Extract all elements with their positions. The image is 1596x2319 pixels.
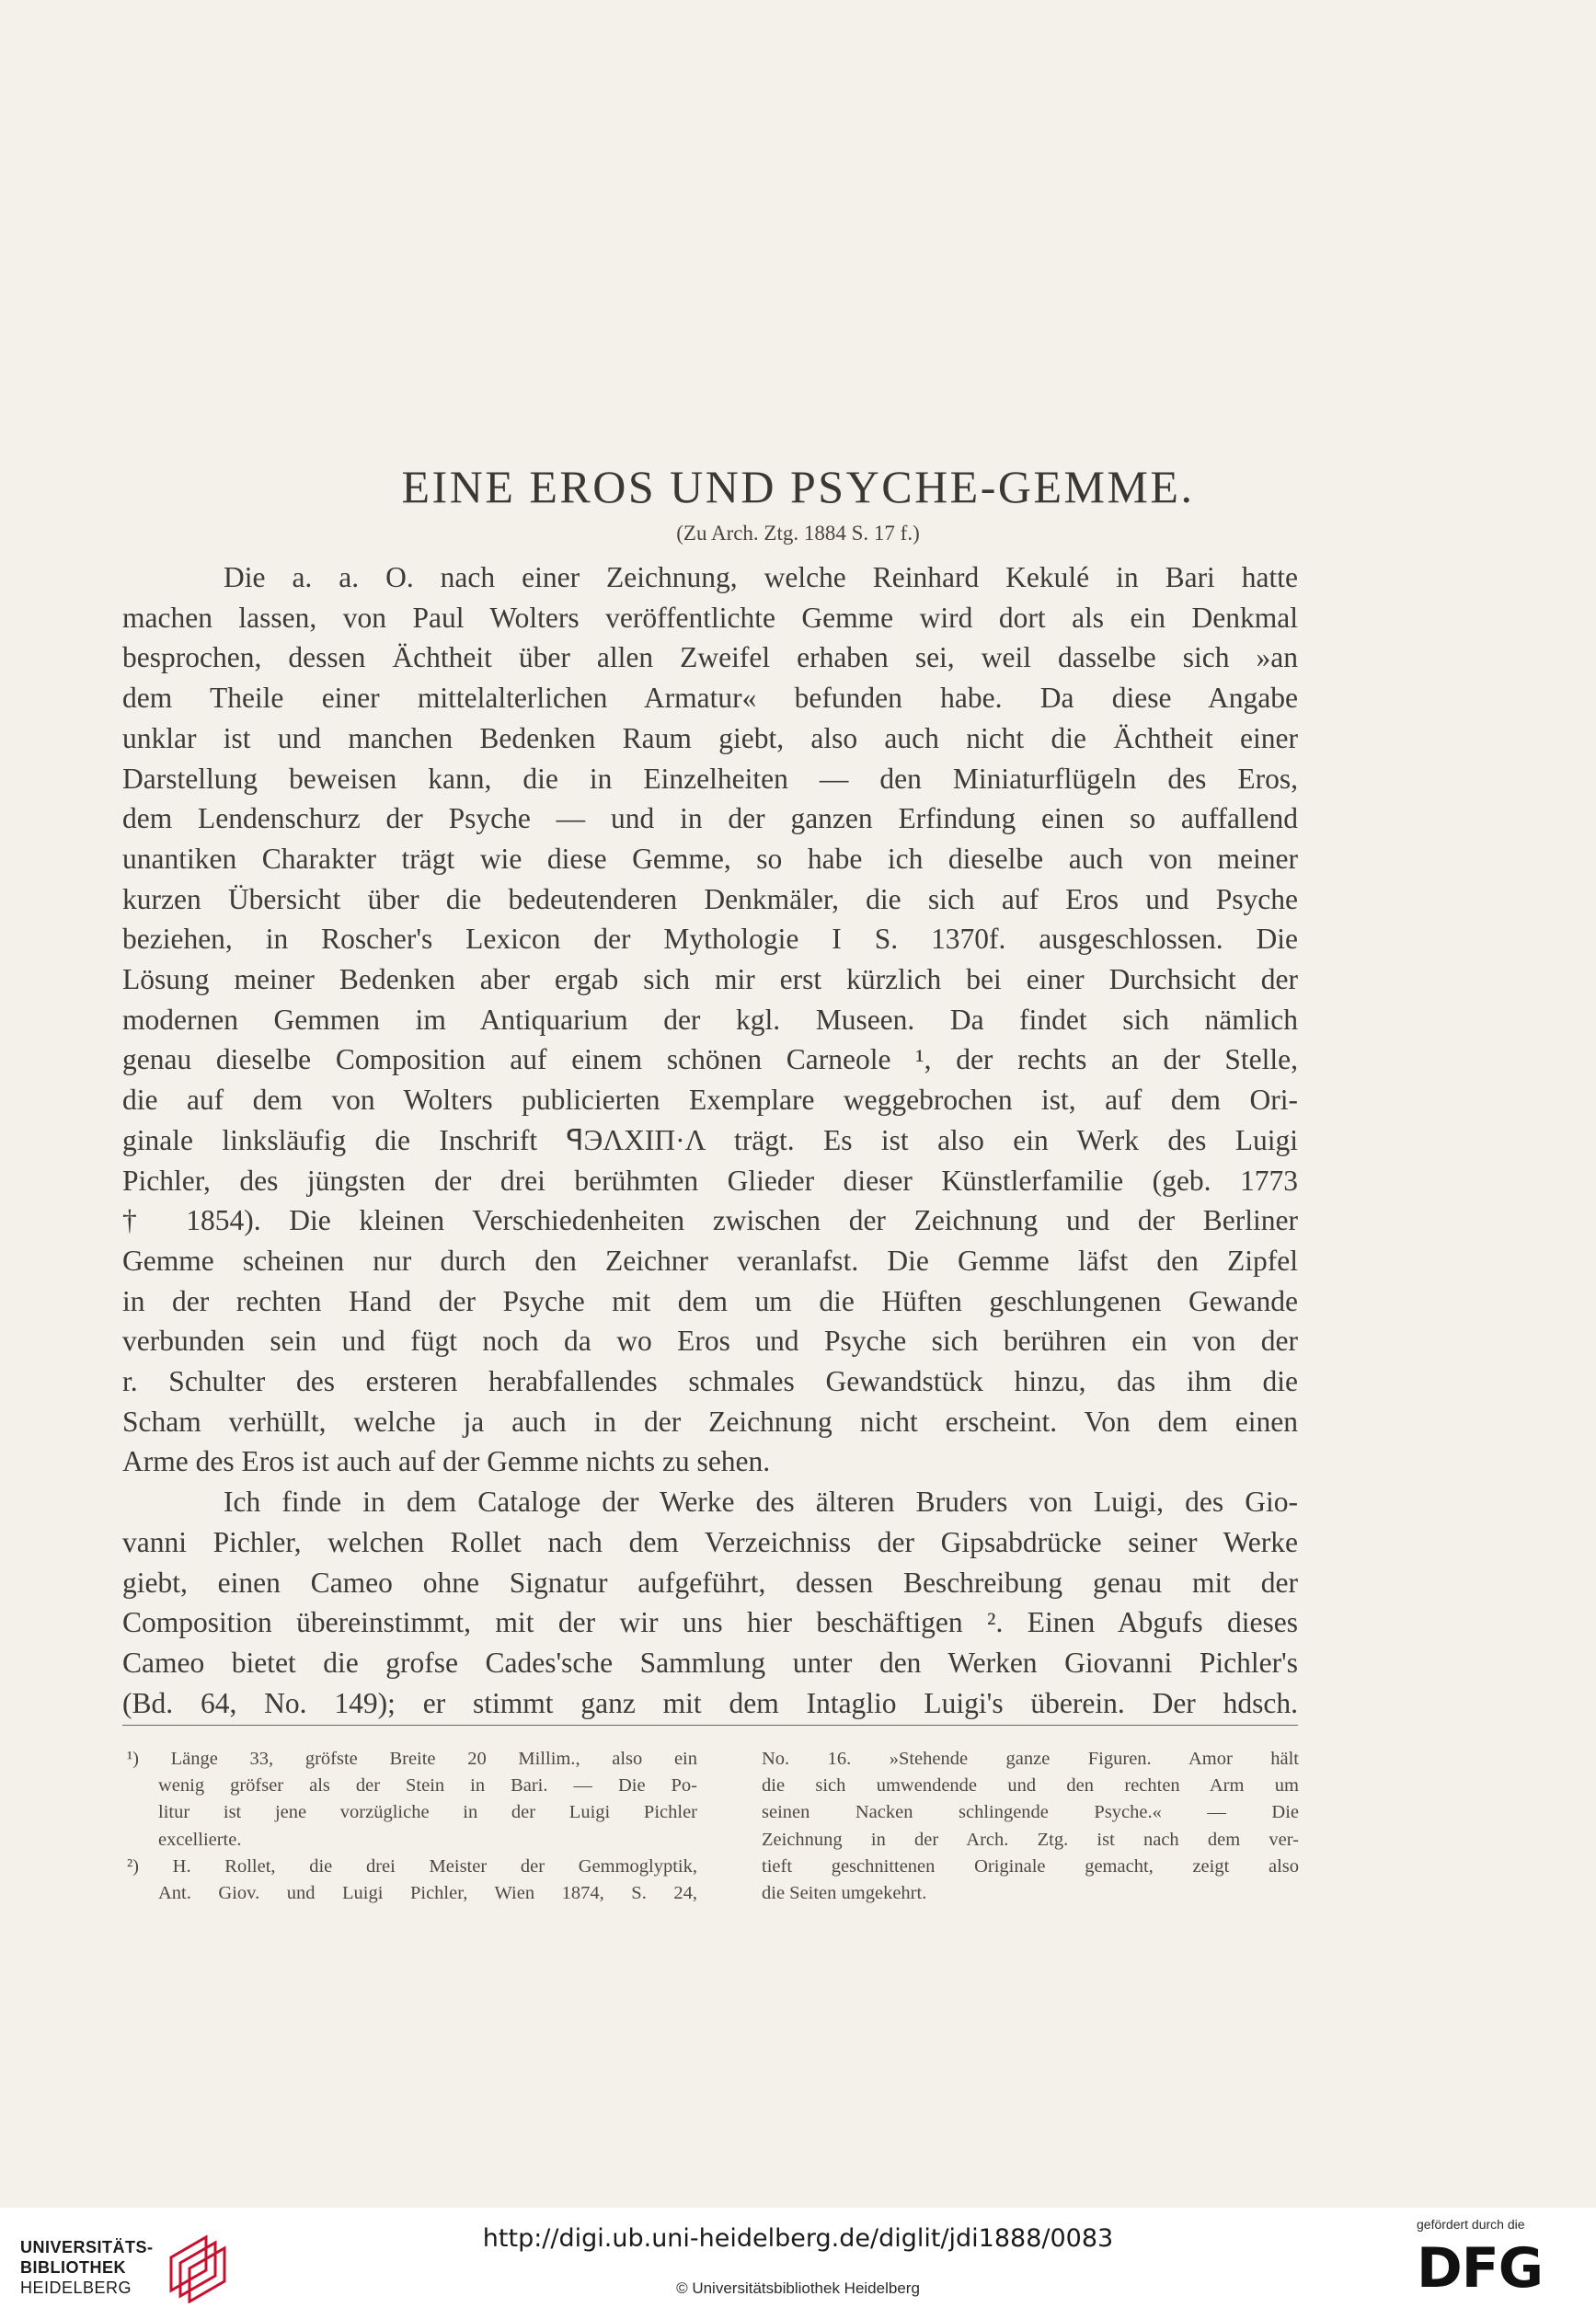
- funder-caption: gefördert durch die: [1417, 2217, 1525, 2232]
- footnote-line: Ant. Giov. und Luigi Pichler, Wien 1874, S. 24,: [158, 1883, 697, 1904]
- body-line: Pichler, des jüngsten der drei berühmten Glieder dieser Künstlerfamilie (geb. 1773: [122, 1164, 1298, 1197]
- body-line: dem Lendenschurz der Psyche — und in der ganzen Erfindung einen so auffallend: [122, 802, 1298, 835]
- body-line: beziehen, in Roscher's Lexicon der Mythologie I S. 1370f. ausgeschlossen. Die: [122, 923, 1298, 956]
- body-line: Gemme scheinen nur durch den Zeichner veranlafst. Die Gemme läfst den Zipfel: [122, 1244, 1298, 1277]
- body-line: r. Schulter des ersteren herabfallendes schmales Gewandstück hinzu, das ihm die: [122, 1365, 1298, 1398]
- body-line: Scham verhüllt, welche ja auch in der Zeichnung nicht erscheint. Von dem einen: [122, 1405, 1298, 1438]
- footer-bar: [0, 2208, 1596, 2319]
- copyright-notice: © Universitätsbibliothek Heidelberg: [676, 2279, 920, 2297]
- body-line: unklar ist und manchen Bedenken Raum giebt, also auch nicht die Ächtheit einer: [122, 721, 1298, 754]
- body-line: unantiken Charakter trägt wie diese Gemme, so habe ich dieselbe auch von meiner: [122, 842, 1298, 875]
- body-line: verbunden sein und fügt noch da wo Eros und Psyche sich berühren ein von der: [122, 1325, 1298, 1358]
- permalink-url[interactable]: http://digi.ub.uni-heidelberg.de/diglit/jdi1888/0083: [482, 2224, 1114, 2253]
- article-title: EINE EROS UND PSYCHE-GEMME.: [401, 461, 1195, 512]
- article-subtitle: (Zu Arch. Ztg. 1884 S. 17 f.): [676, 522, 920, 545]
- body-line: (Bd. 64, No. 149); er stimmt ganz mit dem Intaglio Luigi's überein. Der hdsch.: [122, 1686, 1298, 1719]
- footnote-divider: [122, 1725, 1298, 1726]
- body-line: Cameo bietet die grofse Cades'sche Sammlung unter den Werken Giovanni Pichler's: [122, 1646, 1298, 1679]
- body-line: modernen Gemmen im Antiquarium der kgl. Museen. Da findet sich nämlich: [122, 1003, 1298, 1036]
- footnote-line: excellierte.: [158, 1829, 242, 1850]
- library-name-line: HEIDELBERG: [20, 2279, 132, 2297]
- library-name-line: BIBLIOTHEK: [20, 2258, 126, 2277]
- footnote-line: No. 16. »Stehende ganze Figuren. Amor hält: [762, 1749, 1299, 1769]
- body-line: besprochen, dessen Ächtheit über allen Zweifel erhaben sei, weil dasselbe sich »an: [122, 641, 1298, 674]
- body-line: machen lassen, von Paul Wolters veröffentlichte Gemme wird dort als ein Denkmal: [122, 601, 1298, 634]
- library-name-line: UNIVERSITÄTS-: [20, 2238, 154, 2256]
- body-line: Lösung meiner Bedenken aber ergab sich mir erst kürzlich bei einer Durchsicht der: [122, 963, 1298, 996]
- body-line: Ich finde in dem Cataloge der Werke des älteren Bruders von Luigi, des Gio-: [224, 1486, 1298, 1519]
- dfg-logo[interactable]: DFG: [1417, 2236, 1544, 2301]
- body-line: † 1854). Die kleinen Verschiedenheiten zwischen der Zeichnung und der Berliner: [122, 1204, 1298, 1237]
- body-line: kurzen Übersicht über die bedeutenderen Denkmäler, die sich auf Eros und Psyche: [122, 882, 1298, 915]
- body-line: vanni Pichler, welchen Rollet nach dem Verzeichniss der Gipsabdrücke seiner Werke: [122, 1525, 1298, 1558]
- body-line: dem Theile einer mittelalterlichen Armatur« befunden habe. Da diese Angabe: [122, 682, 1298, 715]
- body-line: in der rechten Hand der Psyche mit dem um die Hüften geschlungenen Gewande: [122, 1284, 1298, 1317]
- body-line: Darstellung beweisen kann, die in Einzelheiten — den Miniaturflügeln des Eros,: [122, 762, 1298, 795]
- footnote-line: seinen Nacken schlingende Psyche.« — Die: [762, 1802, 1299, 1823]
- footnotes-right-column: [762, 1746, 1299, 1907]
- footnote-line: ²) H. Rollet, die drei Meister der Gemmoglyptik,: [127, 1855, 697, 1877]
- body-line: Die a. a. O. nach einer Zeichnung, welche Reinhard Kekulé in Bari hatte: [224, 561, 1298, 593]
- body-line: Arme des Eros ist auch auf der Gemme nichts zu sehen.: [122, 1445, 771, 1478]
- body-line: die auf dem von Wolters publicierten Exemplare weggebrochen ist, auf dem Ori-: [122, 1084, 1298, 1117]
- footnote-line: die sich umwendende und den rechten Arm um: [762, 1775, 1299, 1797]
- article-body: [122, 557, 1298, 1723]
- body-line: genau dieselbe Composition auf einem schönen Carneole ¹, der rechts an der Stelle,: [122, 1043, 1298, 1076]
- body-line: Composition übereinstimmt, mit der wir uns hier beschäftigen ². Einen Abgufs dieses: [122, 1606, 1298, 1639]
- footnote-line: litur ist jene vorzügliche in der Luigi Pichler: [158, 1802, 697, 1823]
- body-line: giebt, einen Cameo ohne Signatur aufgeführt, dessen Beschreibung genau mit der: [122, 1566, 1298, 1599]
- footnote-line: tieft geschnittenen Originale gemacht, zeigt also: [762, 1855, 1299, 1877]
- footnote-line: Zeichnung in der Arch. Ztg. ist nach dem ver-: [762, 1829, 1299, 1850]
- footnote-line: wenig gröfser als der Stein in Bari. — Die Po-: [158, 1775, 697, 1797]
- footnote-line: ¹) Länge 33, gröfste Breite 20 Millim., also ein: [127, 1749, 697, 1769]
- footnotes-left-column: [127, 1746, 697, 1907]
- footnote-line: die Seiten umgekehrt.: [762, 1883, 927, 1904]
- body-line: ginale linksläufig die Inschrift ꟼЭΛXIΠ·Λ trägt. Es ist also ein Werk des Luigi: [122, 1123, 1298, 1156]
